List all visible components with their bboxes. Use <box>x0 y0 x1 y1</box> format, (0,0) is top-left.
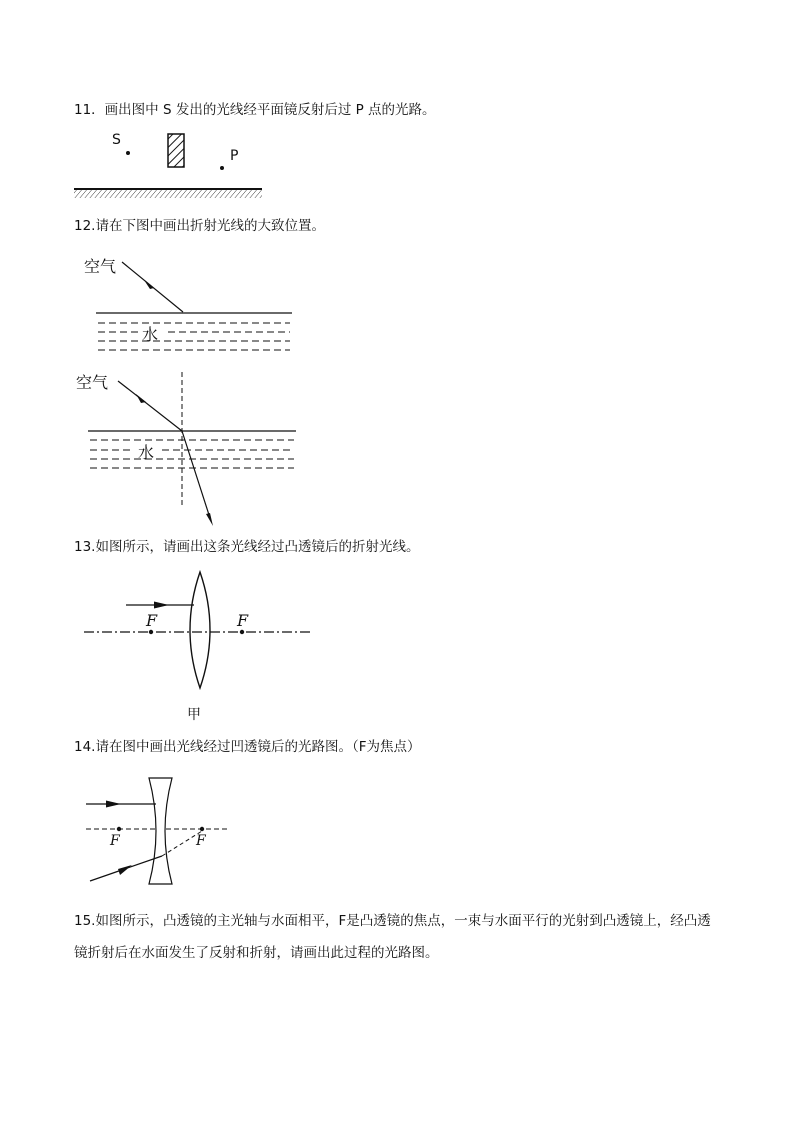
focus-right-point-concave <box>200 827 204 831</box>
point-p-label: P <box>230 148 239 164</box>
water-label-1: 水 <box>142 325 159 344</box>
air-label-1: 空气 <box>84 257 117 276</box>
water-label-2: 水 <box>138 443 155 462</box>
question-15-text: 15.如图所示，凸透镜的主光轴与水面相平，F是凸透镜的焦点，一束与水面平行的光射到凸透镜上，经凸透镜折射后在水面发生了反射和折射，请画出此过程的光路图。 <box>74 913 711 961</box>
convex-lens-figure <box>74 568 344 728</box>
point-s-label: S <box>112 132 121 148</box>
point-p <box>220 166 224 170</box>
incident-arrow-top-concave <box>106 801 121 808</box>
focus-left-label-concave: F <box>110 833 120 849</box>
convex-lens <box>190 572 210 688</box>
figure-caption: 甲 <box>187 707 201 723</box>
air-label-2: 空气 <box>76 373 109 392</box>
refracted-arrow <box>206 513 213 526</box>
incident-arrow-2 <box>136 394 146 403</box>
question-11-text: 11．画出图中 S 发出的光线经平面镜反射后过 P 点的光路。 <box>74 102 436 118</box>
point-s <box>126 151 130 155</box>
refracted-ray <box>182 431 210 518</box>
incident-arrow-convex <box>154 602 169 609</box>
focus-right-label-concave: F <box>196 833 206 849</box>
concave-lens <box>149 778 172 884</box>
focus-left-label-convex: F <box>146 611 158 630</box>
mirror-back-hatch <box>74 190 262 198</box>
plane-mirror-figure <box>70 126 270 206</box>
question-13-text: 13.如图所示，请画出这条光线经过凸透镜后的折射光线。 <box>74 539 420 555</box>
incident-ray-2 <box>118 381 182 431</box>
incident-arrow-bottom-concave <box>118 865 132 875</box>
question-12-text: 12.请在下图中画出折射光线的大致位置。 <box>74 218 325 234</box>
focus-left-point-convex <box>149 630 153 634</box>
focus-right-label-convex: F <box>237 611 249 630</box>
obstacle-block <box>168 134 184 167</box>
refraction-figure-1 <box>80 252 300 362</box>
refraction-figure-2 <box>74 368 304 528</box>
focus-right-point-convex <box>240 630 244 634</box>
concave-lens-figure <box>82 776 242 891</box>
incident-arrow-1 <box>144 280 154 289</box>
question-14-text: 14.请在图中画出光线经过凹透镜后的光路图。（F为焦点） <box>74 739 421 755</box>
focus-left-point-concave <box>117 827 121 831</box>
